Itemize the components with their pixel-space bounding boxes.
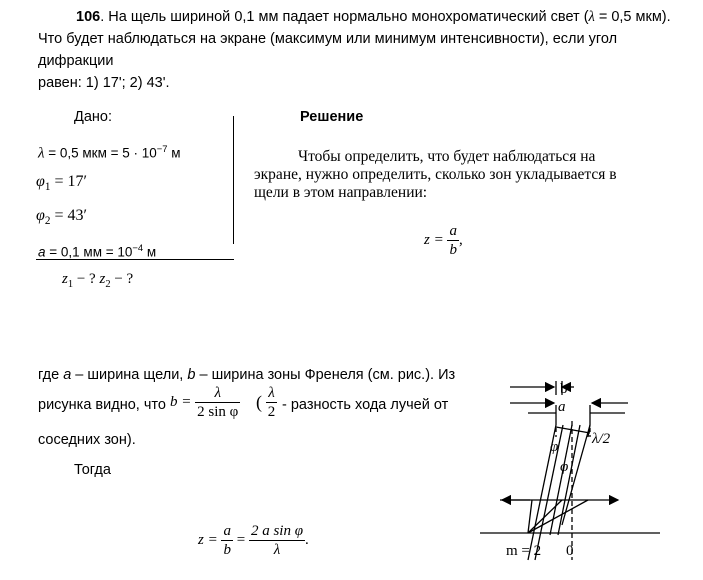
label-half-lambda: λ/2 <box>592 431 611 447</box>
solution-paragraph: Чтобы определить, что будет наблюдаться на экране, нужно определить, сколько зон укладывается в щели в этом направлении: <box>254 148 617 201</box>
formula-z-a-over-b: z = $\frac{a}{b}$ , <box>424 223 463 258</box>
label-phi-lower: φ <box>560 459 569 475</box>
explanation-line1: где a – ширина щели, b – ширина зоны Френеля (см. рис.). Из <box>38 367 456 383</box>
label-b: b <box>560 381 568 397</box>
given-title: Дано: <box>74 109 112 125</box>
label-a: a <box>558 399 566 415</box>
explanation-line2-end: - разность хода лучей от <box>282 397 449 413</box>
formula-b: b = $\frac{\lambda}{\text{2 sin φ}}$ <box>170 385 239 420</box>
problem-number: 106 <box>76 9 101 25</box>
problem-statement: 106. На щель шириной 0,1 мм падает нормально монохроматический свет (λ = 0,5 мкм). Что будет наблюдаться на экране (максимум или минимум интенсивности), если угол дифракции равен: 1) 17'; 2) 43'. <box>38 9 671 91</box>
given-phi1: $\varphi_1 = 17'$ <box>36 173 87 194</box>
given-divider <box>36 259 234 260</box>
explanation-line2-start: рисунка видно, что <box>38 397 166 413</box>
given-lambda: λ = 0,5 мкм = $5 \cdot 10^{-7}$ м <box>38 144 181 162</box>
given-a: a = 0,1 мм = $10^{-4}$ м <box>38 243 157 260</box>
label-phi-upper: φ <box>550 439 559 455</box>
then-label: Тогда <box>74 462 111 478</box>
given-vertical-divider <box>233 116 234 244</box>
label-m: m = 2 <box>506 543 542 559</box>
find-unknowns: $z_1$ − ? $z_2$ − ? <box>62 271 134 290</box>
label-zero: 0 <box>566 543 574 559</box>
formula-half-lambda: ( $\frac{\lambda}{2}$ <box>256 385 276 420</box>
solution-title: Решение <box>300 109 364 125</box>
final-formula: z = $\frac{a}{b}$ = $\frac{\text{2 a sin φ}}{\lambda}$ . <box>198 523 309 558</box>
explanation-line3: соседних зон). <box>38 432 136 448</box>
given-phi2: $\varphi_2 = 43'$ <box>36 207 87 228</box>
diffraction-figure <box>470 375 695 575</box>
